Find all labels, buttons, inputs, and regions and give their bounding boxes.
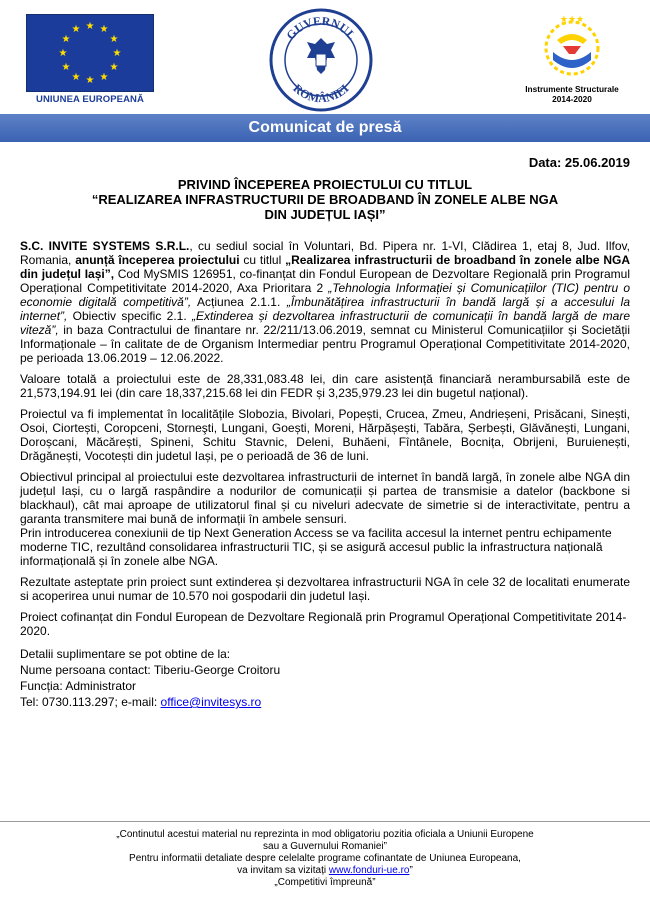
company-name: S.C. INVITE SYSTEMS S.R.L. — [20, 239, 190, 253]
svg-text:★: ★ — [58, 48, 68, 59]
svg-text:★: ★ — [112, 48, 122, 59]
paragraph-intro — [20, 239, 630, 365]
eu-flag-icon — [26, 14, 154, 92]
contact-phone-email — [20, 694, 630, 710]
intro-text-6: in baza Contractului de finantare nr. 22/211/13.06.2019, semnat cu Ministerul Comunicațiilor și Societății Informaționale – în calitate de de Organism Intermediar pentru Programul Operațional Competitivitate 2014-2020, pe perioada 13.06.2019 – 12.06.2022. — [20, 323, 630, 365]
fonduri-ue-link[interactable]: www.fonduri-ue.ro — [328, 865, 410, 876]
government-seal-icon — [269, 8, 373, 112]
paragraph-cofinancing: Proiect cofinanțat din Fondul European de Dezvoltare Regională prin Programul Operațional Competitivitate 2014-2020. — [20, 610, 627, 638]
structural-caption — [517, 84, 627, 104]
svg-text:★: ★ — [71, 24, 81, 35]
structural-caption-line1: Instrumente Structurale — [525, 84, 619, 94]
svg-text:★: ★ — [109, 62, 119, 73]
footer-line-4 — [40, 865, 610, 877]
svg-text:★: ★ — [71, 72, 81, 83]
eu-caption: UNIUNEA EUROPEANĂ — [36, 94, 144, 105]
paragraph-nga-access: Prin introducerea conexiunii de tip Next Generation Access se va facilita accesul la internet pentru echipamente moderne TIC, rezultând consolidarea infrastructurii TIC, și se asigură accesul public la infrastructura națională informațională și în zonele albe NGA. — [20, 526, 612, 568]
objective-text: „Extinderea și dezvoltarea infrastructurii de comunicații în bandă largă de mare viteză”, — [20, 309, 631, 337]
document-date: Data: 25.06.2019 — [528, 155, 630, 170]
title-line-2: “REALIZAREA INFRASTRUCTURII DE BROADBAND ÎN ZONELE ALBE NGA — [91, 192, 559, 207]
svg-text:GUVERNUL: GUVERNUL — [283, 13, 359, 43]
intro-text-5: Obiectiv specific 2.1. — [67, 309, 192, 323]
structural-instruments-logo — [517, 10, 627, 110]
svg-text:★: ★ — [61, 34, 71, 45]
footer-line-4-quote: ” — [409, 865, 413, 876]
footer-divider — [0, 821, 650, 822]
title-line-3: DIN JUDEȚUL IAȘI” — [264, 207, 386, 222]
eu-logo — [26, 14, 154, 106]
press-release-banner — [0, 114, 650, 142]
intro-text-4: Acțiunea 2.1.1. — [191, 295, 287, 309]
banner-title: Comunicat de presă — [248, 119, 402, 136]
paragraph-localities: Proiectul va fi implementat în localitățile Slobozia, Bivolari, Popești, Crucea, Zmeu, Andrieșeni, Prisăcani, Sinești, Osoi, Ciortești, Coropceni, Storneşti, Lungani, Goești, Moreni, Hărpășești, Tabăra, Șerbești, Glăvănești, Lungani, Doroșcani, Măcărești, Spineni, Schitu Stavnic, Deleni, Buhăeni, Fîntânele, Bocnița, Obrijeni, Buruienești, Drăgănești, Vocotești din judetul Iași, pe o perioadă de 36 de luni. — [20, 407, 630, 463]
svg-text:★: ★ — [99, 24, 109, 35]
intro-text-1: , cu sediul social în Voluntari, Bd. Pipera nr. 1-VI, Clădirea 1, etaj 8, Jud. Ilfov, Romania, — [20, 239, 630, 267]
intro-text-3: Cod MySMIS 126951, co-finanțat din Fondul European de Dezvoltare Regională prin Programul Operațional Competitivitate 2014-2020, Axa Prioritara 2 — [20, 267, 630, 295]
intro-text-2: cu titlul — [239, 253, 286, 267]
contact-person: Nume persoana contact: Tiberiu-George Croitoru — [20, 663, 281, 677]
paragraph-value: Valoare totală a proiectului este de 28,331,083.48 lei, din care asistență financiară nerambursabilă este de 21,573,194.91 lei (din care 18,337,215.68 lei din FEDR și 3,235,979.23 lei din bugetul național). — [20, 372, 630, 400]
svg-text:★: ★ — [109, 34, 119, 45]
priority-axis: „Tehnologia Informației și Comunicațiilor (TIC) pentru o economie digitală competitivă”, — [20, 281, 631, 309]
document-title — [40, 177, 610, 222]
paragraph-results: Rezultate asteptate prin proiect sunt extinderea și dezvoltarea infrastructurii NGA în cele 32 de localitati enumerate si acoperirea unui numar de 10.570 noi gospodarii din judetul Iași. — [20, 575, 630, 603]
svg-text:★: ★ — [85, 75, 95, 86]
contact-phone: Tel: 0730.113.297; e-mail: — [20, 695, 161, 709]
svg-text:★★★: ★★★ — [559, 14, 585, 24]
structural-caption-line2: 2014-2020 — [552, 94, 592, 104]
document-body — [20, 239, 630, 710]
footer-line-1: „Continutul acestui material nu reprezinta in mod obligatoriu pozitia oficiala a Uniunii Europene — [116, 829, 534, 840]
footer-slogan: „Competitivi împreună” — [274, 877, 376, 888]
paragraph-objective: Obiectivul principal al proiectului este dezvoltarea infrastructurii de internet în bandă largă, în zonele albe NGA din județul Iași, cu o largă raspândire a nodurilor de comunicații și partea de transmisie a datelor (backbone si blackhaul), cât mai aproape de utilizatorul final și cu niveluri adecvate de simetrie si de interactivitate, pentru a garanta transmitere mai bună de informații în ambele sensuri. — [20, 470, 630, 526]
contact-role: Funcția: Administrator — [20, 679, 137, 693]
svg-text:★: ★ — [61, 62, 71, 73]
footer-line-3: Pentru informatii detaliate despre celelalte programe cofinantate de Uniunea Europeana, — [129, 853, 521, 864]
header-logos — [0, 0, 650, 116]
title-line-1: PRIVIND ÎNCEPEREA PROIECTULUI CU TITLUL — [177, 177, 473, 192]
structural-instruments-icon — [517, 10, 627, 82]
email-link[interactable]: office@invitesys.ro — [160, 695, 262, 709]
contact-details — [20, 646, 630, 710]
svg-text:★: ★ — [85, 21, 95, 32]
contact-intro: Detalii suplimentare se pot obtine de la: — [20, 647, 231, 661]
footer-line-2: sau a Guvernului Romaniei” — [263, 841, 387, 852]
svg-text:ROMÂNIEI: ROMÂNIEI — [290, 81, 352, 106]
svg-text:★: ★ — [99, 72, 109, 83]
announce-text: anunță începerea proiectului — [75, 253, 240, 267]
footer-line-4-text: va invitam sa vizitați — [237, 865, 329, 876]
action-text: „Îmbunătățirea infrastructurii în bandă largă și a accesului la internet”, — [20, 295, 631, 323]
project-title: „Realizarea infrastructurii de broadband în zonele albe NGA din județul Iași”, — [20, 253, 630, 281]
footer-disclaimer — [40, 829, 610, 889]
